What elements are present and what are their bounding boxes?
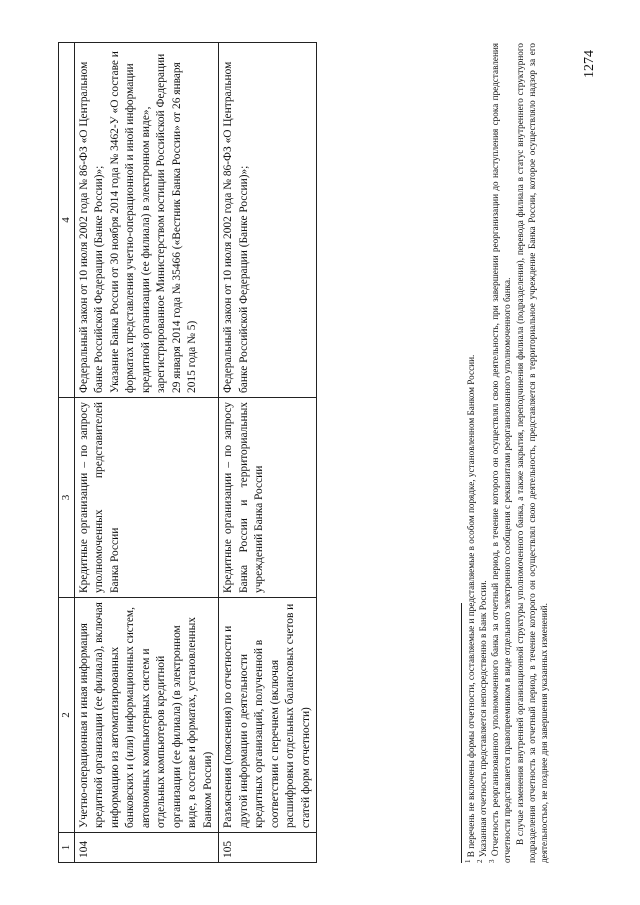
column-header: 4 [59,43,75,398]
footnote-text: В случае изменения внутренней организационной структуры уполномоченного банка, а также закрытия, переподчинения филиала (подразделения), перевода филиала в статус внутреннего структурного подразделения отчетность за отчетный период, в течение которого он осуществлял свою деятельность, представляется в территориальное учреждение Банка России, которое осуществляло надзор за его деятельностью, не позднее дня завершения указанных изменений. [514,43,549,863]
footnotes [465,43,550,863]
table-row [219,43,317,863]
footnote-text: Отчетность реорганизованного уполномоченного банка за отчетный период, в течение которого он осуществлял свою деятельность, при завершении реорганизации до наступления срока представления отчетности представляется правопреемником в виде отдельного электронного сообщения с реквизитами реорганизованного уполномоченного банка. [490,42,513,863]
column-header: 3 [59,398,75,598]
reporting-forms-table [58,42,317,863]
legal-basis [74,43,219,398]
legal-basis-text: Федеральный закон от 10 июля 2002 года № 86-ФЗ «О Центральном банке Российской Федерации (Банке России)»; [222,61,250,393]
footnote [477,43,489,863]
footnote-paragraph [514,43,550,863]
footnote-text: В перечень не включены формы отчетности, составляемые и представляемые в особом порядке, установленном Банком России. [466,354,476,858]
footnote-separator [461,603,462,863]
reporting-form-name: Разъяснения (пояснения) по отчетности и другой информации о деятельности кредитных организаций, полученной в соответствии с перечнем (включая расшифровки отдельных балансовых счетов и статей форм отчетности) [219,598,317,833]
column-header: 2 [59,598,75,833]
footnote-mark: 3 [488,859,497,863]
footnote [465,43,477,863]
footnote-mark: 2 [476,859,485,863]
submitting-party: Кредитные организации – по запросу Банка России и территориальных учреждений Банка России [219,398,317,598]
footnote-text: Указанная отчетность представляется непосредственно в Банк России. [478,580,489,858]
row-number: 105 [219,833,317,863]
table-row [74,43,219,863]
reporting-form-name: Учетно-операционная и иная информация кредитной организации (ее филиала), включая информацию из автоматизированных банковских и (или) информационных систем, автономных компьютерных систем и отдельных компьютеров кредитной организации (ее филиала) (в электронном виде, в составе и форматах, установленных Банком России) [74,598,219,833]
column-header: 1 [59,833,75,863]
legal-basis-text: Федеральный закон от 10 июля 2002 года № 86-ФЗ «О Центральном банке Российской Федерации (Банке России)»; Указание Банка России от 30 ноября 2014 года № 3462-У «О составе и форматах представления учетно-операционной и иной информации кредитной организации (ее филиала) в электронном виде», зарегистрированное Министерством юстиции Российской Федерации 29 января 2014 года № 35466 («Вестник Банка России» от 26 января 2015 года № 5) [77,51,199,393]
footnote [489,43,513,863]
page-number: 1274 [582,50,597,78]
footnote-mark: 1 [463,859,472,863]
table-header-row [59,43,75,863]
row-number: 104 [74,833,219,863]
legal-basis [219,43,317,398]
submitting-party: Кредитные организации – по запросу уполномоченных представителей Банка России [74,398,219,598]
